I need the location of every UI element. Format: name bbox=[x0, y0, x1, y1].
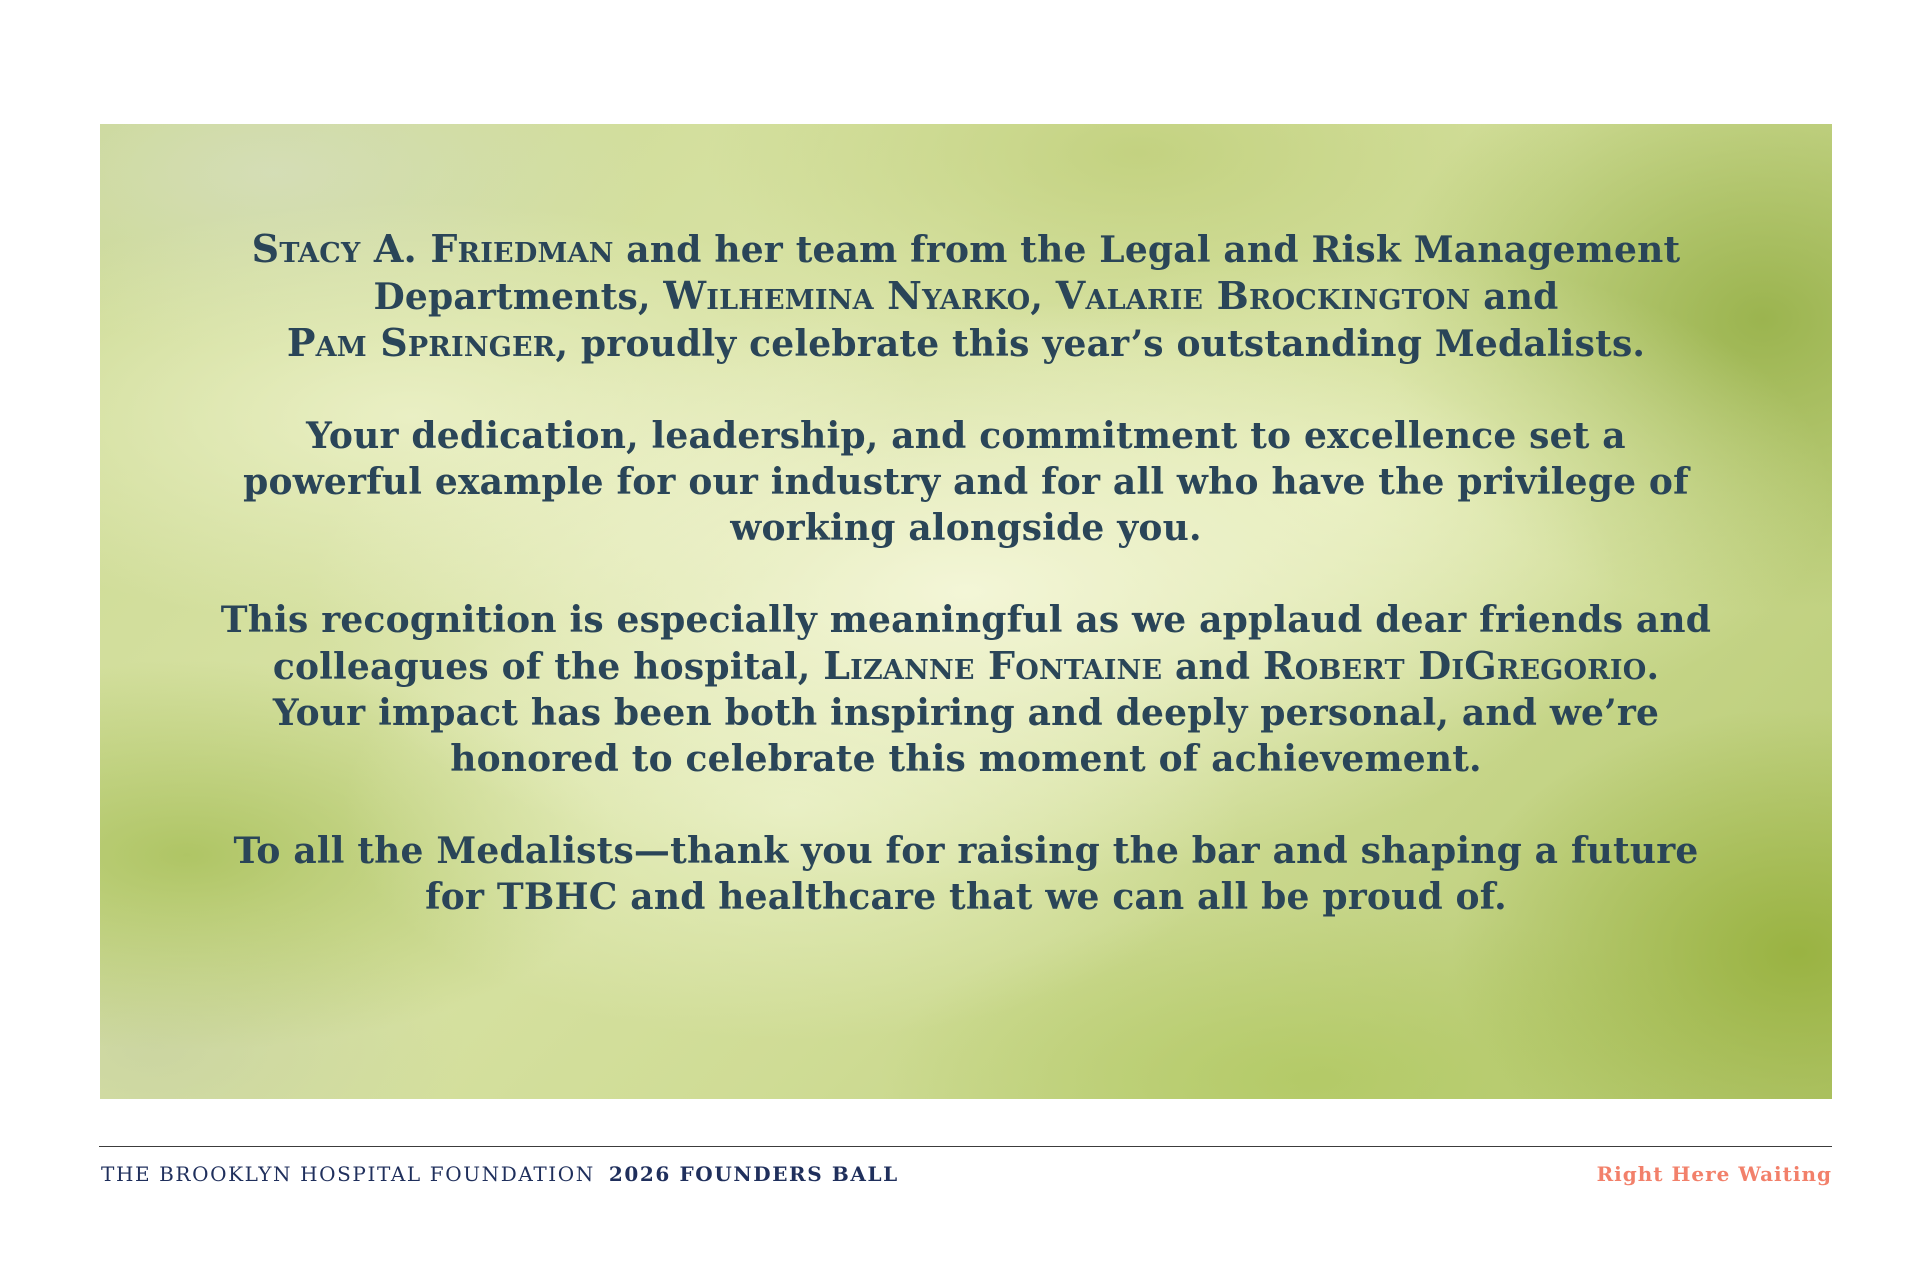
text-run: colleagues of the hospital, bbox=[272, 646, 824, 688]
line: This recognition is especially meaningful as we applaud dear friends and bbox=[220, 599, 1712, 641]
watercolor-panel bbox=[100, 124, 1832, 1099]
text-run: and bbox=[1470, 276, 1559, 318]
line: Your impact has been both inspiring and deeply personal, and we’re bbox=[272, 692, 1660, 734]
line bbox=[206, 273, 1726, 320]
honoree-name: Stacy A. Friedman bbox=[251, 226, 614, 271]
line bbox=[206, 226, 1726, 273]
text-run: and bbox=[1162, 646, 1264, 688]
text-run: Departments, bbox=[373, 276, 664, 318]
line bbox=[206, 320, 1726, 367]
line: working alongside you. bbox=[730, 507, 1202, 549]
line: for TBHC and healthcare that we can all be proud of. bbox=[425, 876, 1507, 918]
tribute-message bbox=[100, 124, 1832, 1099]
text-run: and her team from the Legal and Risk Management bbox=[613, 229, 1681, 271]
line: Your dedication, leadership, and commitment to excellence set a bbox=[306, 415, 1626, 457]
paragraph-dedication-team bbox=[206, 226, 1726, 367]
honoree-name: Wilhemina Nyarko bbox=[663, 273, 1031, 318]
honoree-name: Lizanne Fontaine bbox=[823, 643, 1163, 688]
paragraph-closing bbox=[206, 828, 1726, 920]
organization-name: THE BROOKLYN HOSPITAL FOUNDATION bbox=[101, 1162, 595, 1186]
event-name: 2026 FOUNDERS BALL bbox=[608, 1162, 899, 1186]
line: To all the Medalists—thank you for raising the bar and shaping a future bbox=[233, 830, 1699, 872]
page-footer bbox=[101, 1158, 1832, 1190]
text-run: , bbox=[1030, 276, 1056, 318]
song-title: Right Here Waiting bbox=[1596, 1162, 1832, 1186]
line: powerful example for our industry and for all who have the privilege of bbox=[243, 461, 1689, 503]
paragraph-recognition bbox=[206, 597, 1726, 782]
text-run: . bbox=[1646, 646, 1660, 688]
line bbox=[206, 643, 1726, 690]
honoree-name: Valarie Brockington bbox=[1055, 273, 1471, 318]
text-run: , proudly celebrate this year’s outstanding Medalists. bbox=[555, 323, 1646, 365]
line: honored to celebrate this moment of achievement. bbox=[450, 738, 1482, 780]
honoree-name: Pam Springer bbox=[286, 320, 556, 365]
honoree-name: Robert DiGregorio bbox=[1263, 643, 1647, 688]
footer-divider bbox=[99, 1146, 1832, 1147]
paragraph-praise bbox=[206, 413, 1726, 551]
